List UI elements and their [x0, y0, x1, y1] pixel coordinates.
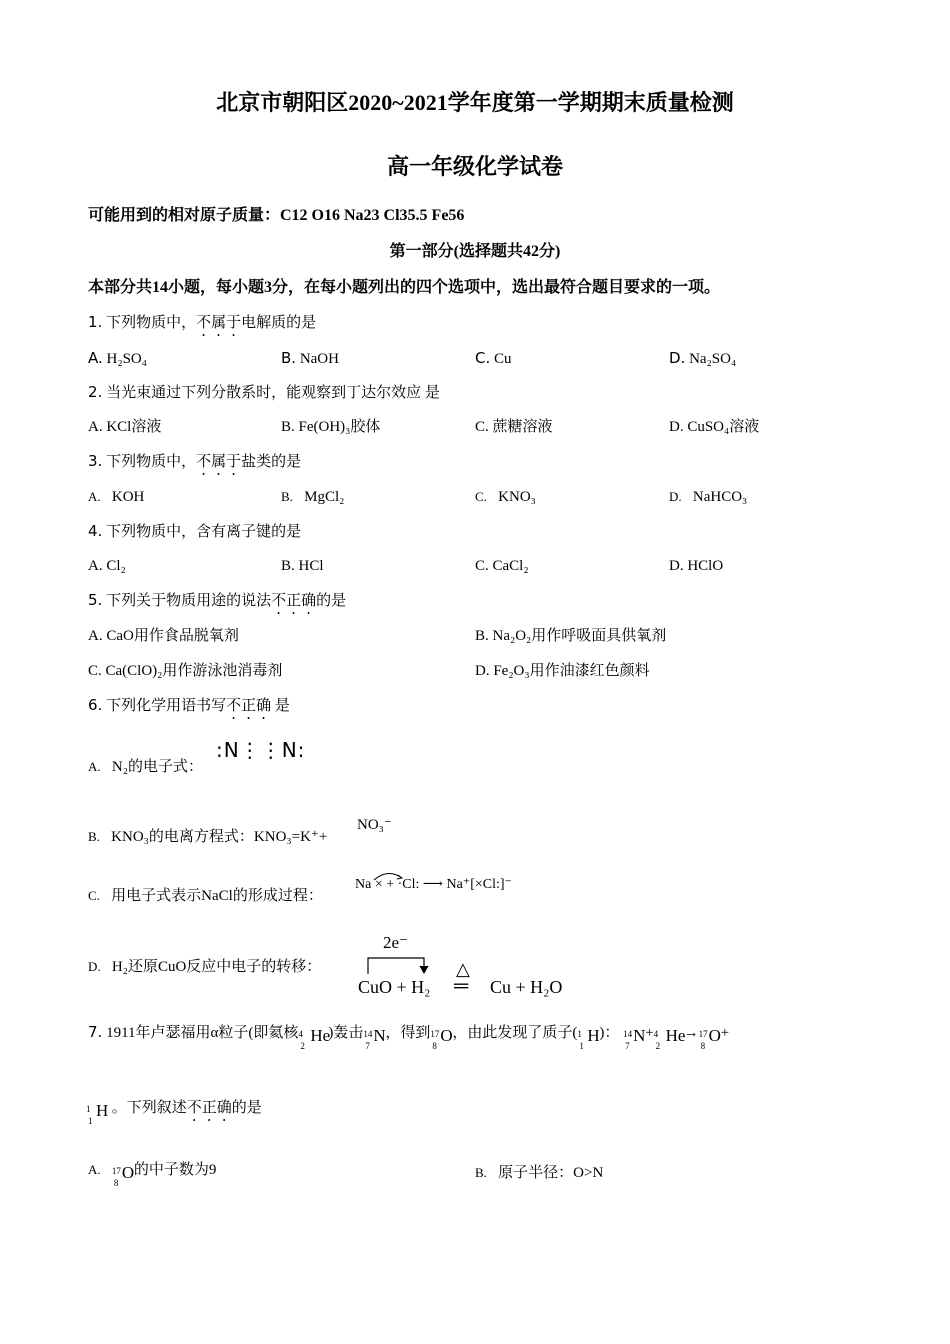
emphasis: 不正确 [271, 593, 317, 609]
heat-symbol: △ [456, 959, 470, 979]
q7-option-b[interactable]: B. 原子半径：O>N [475, 1165, 604, 1181]
question-5: 5. 下列关于物质用途的说法不正确的是 [88, 591, 347, 609]
q2-option-d[interactable]: D. CuSO₄溶液 [669, 419, 760, 435]
page-title: 北京市朝阳区2020~2021学年度第一学期期末质量检测 [216, 90, 734, 115]
emphasis: 不正确 [186, 1100, 232, 1116]
question-number: 3. [88, 452, 103, 470]
question-number: 7. [88, 1023, 103, 1041]
question-number: 6. [88, 696, 103, 714]
page-subtitle: 高一年级化学试卷 [386, 154, 563, 179]
question-7-continued: 1 1 H 。下列叙述不正确的是 [86, 1096, 262, 1125]
q1-option-a[interactable]: A. H₂SO₄ [88, 349, 147, 367]
oxygen-nuclide: 17 8 O [698, 1025, 721, 1051]
q6-option-d[interactable]: D. H₂还原CuO反应中电子的转移： [88, 959, 322, 975]
question-3: 3. 下列物质中，不属于盐类的是 [88, 452, 302, 470]
helium-nuclide: 4 2 He [653, 1025, 686, 1051]
q5-option-a[interactable]: A. CaO用作食品脱氧剂 [88, 628, 239, 644]
electron-count: 2e⁻ [383, 933, 409, 952]
nitrogen-nuclide: 14 7 N [623, 1025, 646, 1051]
q5-option-c[interactable]: C. Ca(ClO)₂用作游泳池消毒剂 [88, 663, 283, 679]
emphasis: 不正确 [226, 698, 272, 714]
instructions: 本部分共14小题，每小题3分，在每小题列出的四个选项中，选出最符合题目要求的一项。 [88, 279, 721, 296]
helium-nuclide: 4 2 He [298, 1025, 331, 1051]
part-title: 第一部分(选择题共42分) [389, 243, 561, 260]
q4-option-a[interactable]: A. Cl₂ [88, 558, 126, 574]
question-number: 1. [88, 313, 103, 331]
q1-option-c[interactable]: C. Cu [475, 349, 512, 367]
q6-option-c[interactable]: C. 用电子式表示NaCl的形成过程： [88, 888, 323, 904]
q1-option-b[interactable]: B. NaOH [281, 349, 339, 367]
nacl-formation: Na × + ·Cl: ⟶ Na⁺[×Cl:]⁻ [355, 877, 512, 892]
q5-option-b[interactable]: B. Na₂O₂用作呼吸面具供氧剂 [475, 628, 667, 644]
question-7: 7. 1911年卢瑟福用α粒子(即氦核 4 2 He )轰击 14 7 N ，得到 17 8 O ，由此发现了质子( 1 1 H )： 14 7 N + 4 2 He → 17 8 O + [88, 1023, 730, 1051]
hydrogen-nuclide: 1 1 H [86, 1100, 109, 1126]
oxygen-nuclide: 17 8 O [111, 1162, 135, 1188]
q6-option-a[interactable]: A. N₂的电子式： [88, 759, 203, 775]
reaction-reactants: CuO + H₂ [358, 977, 431, 997]
electron-transfer-arrow [370, 868, 410, 882]
nitrogen-nuclide: 14 7 N [363, 1025, 386, 1051]
question-6: 6. 下列化学用语书写不正确 是 [88, 696, 290, 714]
q2-option-a[interactable]: A. KCl溶液 [88, 419, 162, 435]
emphasis: 不属于 [196, 315, 242, 331]
reaction-arrow: → [683, 1025, 699, 1041]
q5-option-d[interactable]: D. Fe₂O₃用作油漆红色颜料 [475, 663, 650, 679]
q7-option-a[interactable]: A. 17 8 O 的中子数为9 [88, 1158, 216, 1183]
question-4: 4. 下列物质中，含有离子键的是 [88, 522, 302, 540]
q3-option-a[interactable]: A. KOH [88, 489, 145, 505]
q6-option-b[interactable]: B. KNO₃的电离方程式：KNO₃=K⁺+ [88, 829, 328, 845]
q3-option-d[interactable]: D. NaHCO₃ [669, 489, 748, 505]
q4-option-d[interactable]: D. HClO [669, 558, 724, 574]
reaction-arrow: ⟶ [422, 877, 443, 892]
oxygen-nuclide: 17 8 O [430, 1025, 453, 1051]
question-number: 4. [88, 522, 103, 540]
q2-option-c[interactable]: C. 蔗糖溶液 [475, 419, 553, 435]
question-2: 2. 当光束通过下列分散系时，能观察到丁达尔效应 是 [88, 383, 440, 401]
equals-sign: ═ [454, 975, 469, 997]
question-number: 2. [88, 383, 103, 401]
question-number: 5. [88, 591, 103, 609]
atomic-masses: 可能用到的相对原子质量：C12 O16 Na23 Cl35.5 Fe56 [88, 207, 465, 224]
electron-transfer-bracket [362, 954, 432, 976]
emphasis: 不属于 [196, 454, 242, 470]
q3-option-c[interactable]: C. KNO₃ [475, 489, 536, 505]
n2-lewis-structure: :N⋮⋮N: [216, 738, 306, 762]
q2-option-b[interactable]: B. Fe(OH)₃胶体 [281, 419, 381, 435]
reaction-products: Cu + H₂O [490, 977, 563, 997]
q4-option-c[interactable]: C. CaCl₂ [475, 558, 529, 574]
q3-option-b[interactable]: B. MgCl₂ [281, 489, 345, 505]
q1-option-d[interactable]: D. Na₂SO₄ [669, 349, 737, 367]
nitrate-ion: NO₃⁻ [357, 817, 392, 833]
hydrogen-nuclide: 1 1 H [577, 1025, 600, 1051]
q4-option-b[interactable]: B. HCl [281, 558, 324, 574]
question-1: 1. 下列物质中，不属于电解质的是 [88, 313, 317, 331]
